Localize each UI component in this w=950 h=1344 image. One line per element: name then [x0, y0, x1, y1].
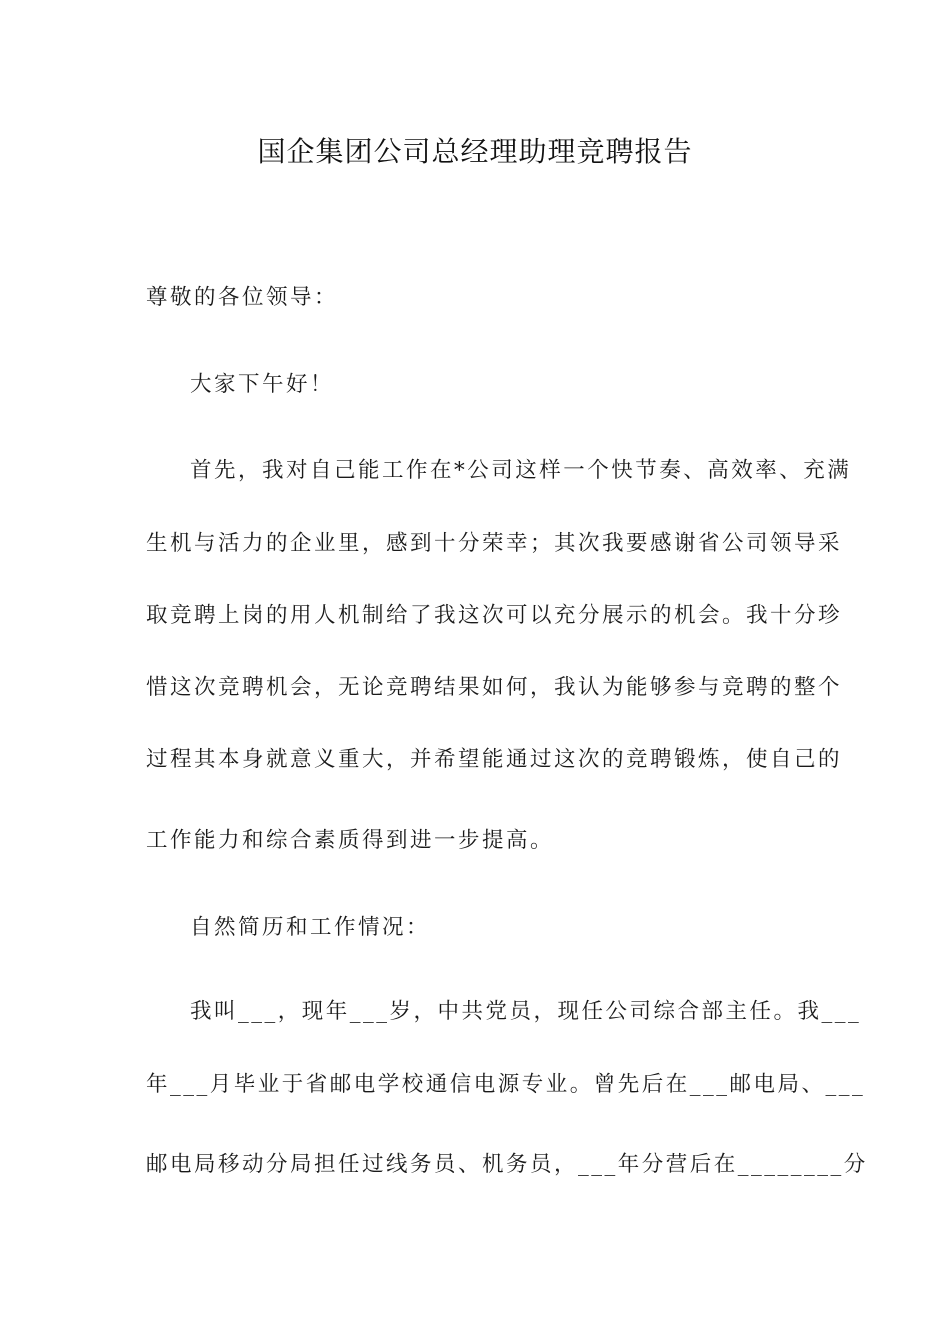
paragraph-line: 我叫___，现年___岁，中共党员，现任公司综合部主任。我___: [190, 999, 862, 1024]
paragraph-line: 惜这次竞聘机会，无论竞聘结果如何，我认为能够参与竞聘的整个: [146, 675, 843, 700]
greeting: 大家下午好！: [190, 372, 335, 397]
paragraph-line: 首先，我对自己能工作在*公司这样一个快节奏、高效率、充满: [190, 458, 852, 483]
paragraph-line: 邮电局移动分局担任过线务员、机务员，___年分营后在________分: [146, 1152, 868, 1177]
salutation: 尊敬的各位领导：: [146, 285, 339, 310]
document-title: 国企集团公司总经理助理竞聘报告: [257, 135, 693, 168]
paragraph-line: 生机与活力的企业里，感到十分荣幸；其次我要感谢省公司领导采: [146, 531, 843, 556]
paragraph-line: 年___月毕业于省邮电学校通信电源专业。曾先后在___邮电局、___: [146, 1072, 866, 1097]
paragraph-line: 过程其本身就意义重大，并希望能通过这次的竞聘锻炼，使自己的: [146, 747, 843, 772]
paragraph-line: 取竞聘上岗的用人机制给了我这次可以充分展示的机会。我十分珍: [146, 603, 843, 628]
paragraph-line: 工作能力和综合素质得到进一步提高。: [146, 828, 555, 853]
section-heading: 自然简历和工作情况：: [190, 915, 431, 940]
